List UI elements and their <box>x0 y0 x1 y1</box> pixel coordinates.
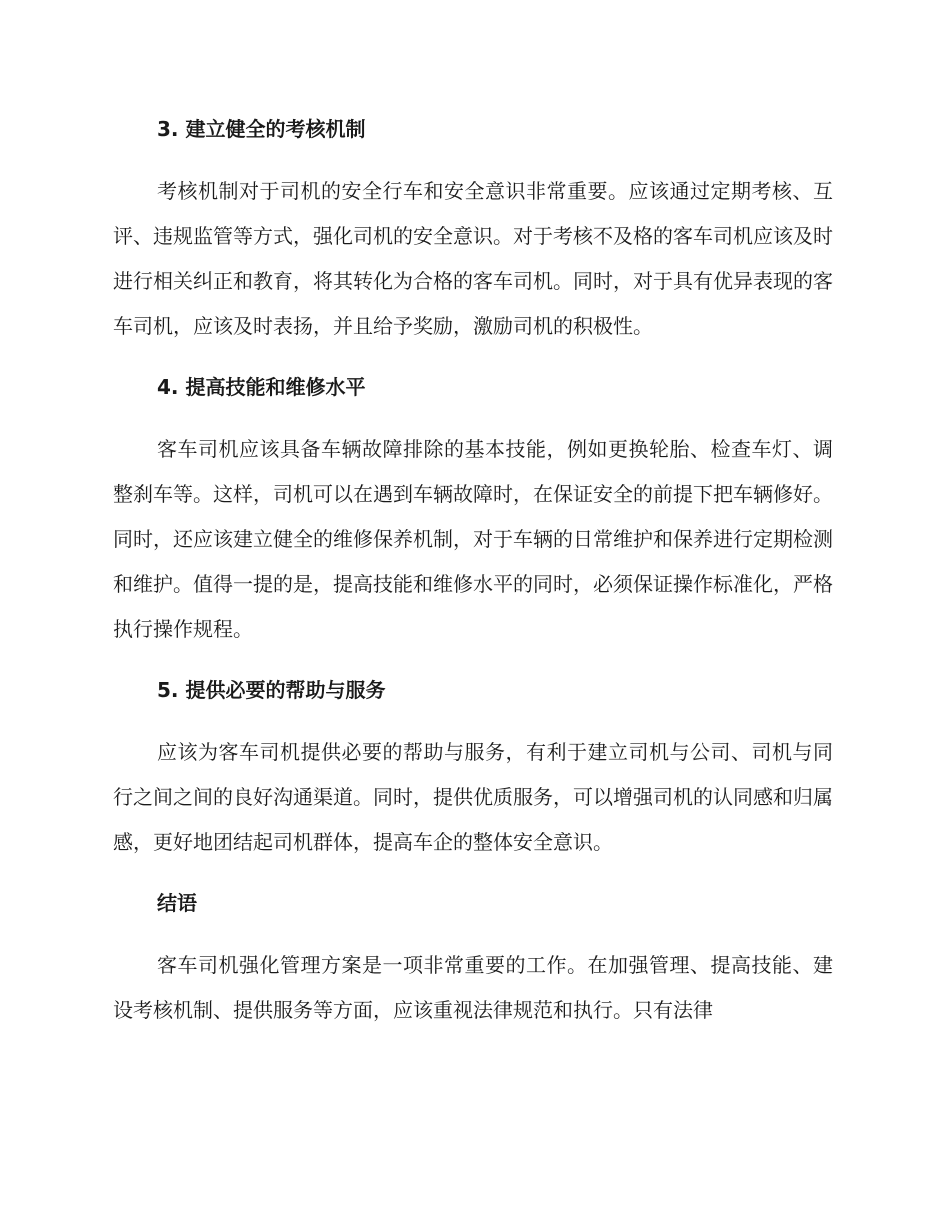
section-heading-assessment: 3. 建立健全的考核机制 <box>157 117 366 141</box>
section-paragraph-skills: 客车司机应该具备车辆故障排除的基本技能，例如更换轮胎、检查车灯、调整刹车等。这样，司机可以在遇到车辆故障时，在保证安全的前提下把车辆修好。同时，还应该建立健全的维修保养机制，对于车辆的日常维护和保养进行定期检测和维护。值得一提的是，提高技能和维修水平的同时，必须保证操作标准化，严格执行操作规程。 <box>113 437 833 641</box>
document-page <box>113 111 833 1033</box>
section-heading-services: 5. 提供必要的帮助与服务 <box>157 678 386 702</box>
section-heading-conclusion: 结语 <box>157 891 197 915</box>
section-paragraph-assessment: 考核机制对于司机的安全行车和安全意识非常重要。应该通过定期考核、互评、违规监管等方式，强化司机的安全意识。对于考核不及格的客车司机应该及时进行相关纠正和教育，将其转化为合格的客车司机。同时，对于具有优异表现的客车司机，应该及时表扬，并且给予奖励，激励司机的积极性。 <box>113 179 833 338</box>
section-paragraph-services: 应该为客车司机提供必要的帮助与服务，有利于建立司机与公司、司机与同行之间之间的良好沟通渠道。同时，提供优质服务，可以增强司机的认同感和归属感，更好地团结起司机群体，提高车企的整体安全意识。 <box>113 740 833 854</box>
section-heading-skills: 4. 提高技能和维修水平 <box>157 375 366 399</box>
section-paragraph-conclusion: 客车司机强化管理方案是一项非常重要的工作。在加强管理、提高技能、建设考核机制、提供服务等方面，应该重视法律规范和执行。只有法律 <box>113 953 833 1022</box>
